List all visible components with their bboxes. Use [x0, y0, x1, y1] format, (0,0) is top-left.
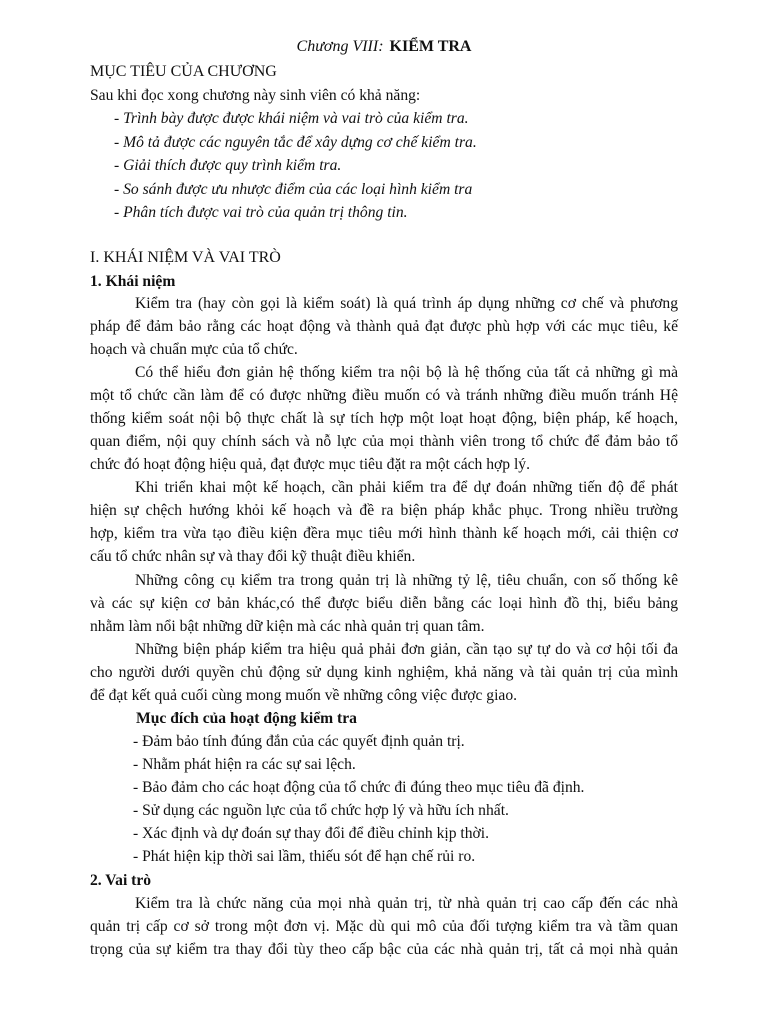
objectives-intro: Sau khi đọc xong chương này sinh viên có khả năng:	[90, 87, 421, 104]
paragraph-line: pháp để đảm bảo rằng các hoạt động và thành quả đạt được phù hợp với các mục tiêu, kế	[90, 318, 678, 335]
paragraph-line: hiện sự chệch hướng khỏi kế hoạch và đề ra biện pháp khắc phục. Trong nhiều trường	[90, 502, 678, 519]
purpose-item: - Xác định và dự đoán sự thay đổi để điều chỉnh kịp thời.	[133, 825, 490, 842]
paragraph-line: để đạt kết quả cuối cùng mong muốn về những công việc được giao.	[90, 687, 518, 704]
purpose-item: - Sử dụng các nguồn lực của tổ chức hợp lý và hữu ích nhất.	[133, 802, 509, 819]
purpose-heading: Mục đích của hoạt động kiểm tra	[136, 710, 357, 727]
paragraph-line: Có thể hiểu đơn giản hệ thống kiểm tra nội bộ là hệ thống của tất cả những gì mà	[135, 364, 678, 381]
chapter-name: KIỂM TRA	[389, 38, 472, 55]
objective-item: - Trình bày được được khái niệm và vai trò của kiểm tra.	[114, 110, 469, 127]
paragraph-line: Những biện pháp kiểm tra hiệu quả phải đơn giản, cần tạo sự tự do và cơ hội tối đa	[135, 641, 678, 658]
subsection-heading-role: 2. Vai trò	[90, 872, 152, 889]
chapter-title	[0, 36, 768, 58]
objective-item: - Phân tích được vai trò của quản trị thông tin.	[114, 204, 408, 221]
purpose-item: - Phát hiện kịp thời sai lầm, thiếu sót để hạn chế rủi ro.	[133, 848, 476, 865]
paragraph-line: hoạch và chuẩn mực của tổ chức.	[90, 341, 298, 358]
paragraph-line: một tổ chức cần làm để có được những điều muốn có và tránh những điều muốn tránh Hệ	[90, 387, 678, 404]
chapter-number: Chương VIII:	[296, 38, 384, 55]
objectives-heading: MỤC TIÊU CỦA CHƯƠNG	[90, 63, 277, 80]
paragraph-line: nhằm làm nổi bật những dữ kiện mà các nhà quản trị quan tâm.	[90, 618, 485, 635]
objective-item: - Mô tả được các nguyên tắc để xây dựng cơ chế kiểm tra.	[114, 134, 477, 151]
paragraph-line: Kiểm tra (hay còn gọi là kiểm soát) là quá trình áp dụng những cơ chế và phương	[135, 295, 678, 312]
purpose-item: - Đảm bảo tính đúng đắn của các quyết định quản trị.	[133, 733, 465, 750]
paragraph-line: cho người dưới quyền chủ động sử dụng kinh nghiệm, khả năng và tài quản trị của mình	[90, 664, 678, 681]
purpose-item: - Nhằm phát hiện ra các sự sai lệch.	[133, 756, 356, 773]
paragraph-line: Kiểm tra là chức năng của mọi nhà quản trị, từ nhà quản trị cao cấp đến các nhà	[135, 895, 678, 912]
paragraph-line: quan điểm, nội quy chính sách và nỗ lực của mọi thành viên trong tổ chức để đảm bảo tổ	[90, 433, 678, 450]
paragraph-line: chức đó hoạt động hiệu quả, đạt được mục tiêu đặt ra một cách hợp lý.	[90, 456, 531, 473]
section-heading: I. KHÁI NIỆM VÀ VAI TRÒ	[90, 249, 281, 266]
paragraph-line: quản trị cấp cơ sở trong một đơn vị. Mặc dù qui mô của đối tượng kiểm tra và tầm quan	[90, 918, 678, 935]
paragraph-line: Những công cụ kiểm tra trong quản trị là những tỷ lệ, tiêu chuẩn, con số thống kê	[135, 572, 678, 589]
purpose-item: - Bảo đảm cho các hoạt động của tổ chức đi đúng theo mục tiêu đã định.	[133, 779, 585, 796]
objective-item: - Giải thích được quy trình kiểm tra.	[114, 157, 342, 174]
paragraph-line: và các sự kiện cơ bản khác,có thể được biểu diễn bằng các loại hình đồ thị, biểu bảng	[90, 595, 678, 612]
objective-item: - So sánh được ưu nhược điểm của các loại hình kiểm tra	[114, 181, 473, 198]
paragraph-line: trọng của sự kiểm tra thay đổi tùy theo cấp bậc của các nhà quản trị, tất cả mọi nhà quản	[90, 941, 678, 958]
paragraph-line: cấu tổ chức nhân sự và thay đổi kỹ thuật điều khiển.	[90, 548, 416, 565]
paragraph-line: hợp, kiểm tra vừa tạo điều kiện đềra mục tiêu mới hình thành kế hoạch mới, cải thiện cơ	[90, 525, 678, 542]
subsection-heading-concept: 1. Khái niệm	[90, 273, 176, 290]
paragraph-line: thống kiểm soát nội bộ thực chất là sự tích hợp một loạt hoạt động, biện pháp, kế hoạch,	[90, 410, 678, 427]
paragraph-line: Khi triển khai một kế hoạch, cần phải kiểm tra để dự đoán những tiến độ để phát	[135, 479, 678, 496]
